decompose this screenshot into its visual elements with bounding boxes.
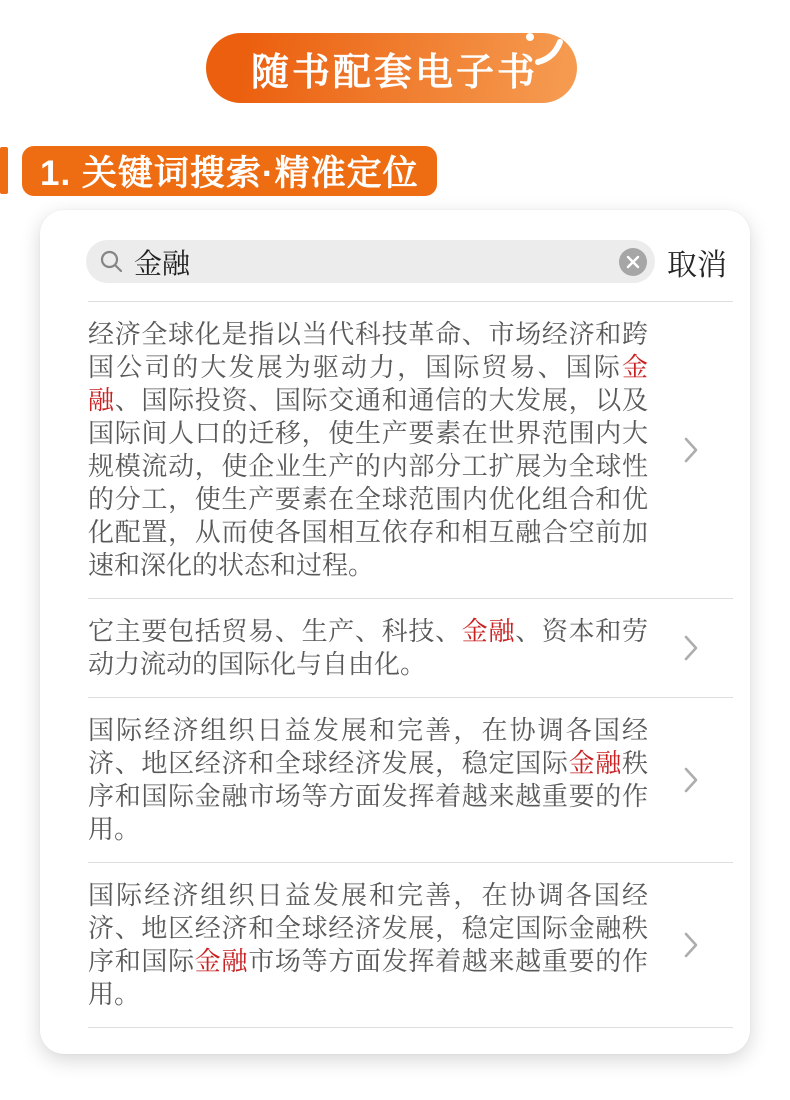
section-heading-label: 1. 关键词搜索·精准定位 [40, 154, 419, 193]
ebook-promo-badge [206, 33, 577, 103]
result-snippet [88, 714, 648, 846]
snippet-text: 市场等方面发挥着越来越重要的作用。 [88, 946, 648, 1009]
search-result-item[interactable] [40, 599, 750, 697]
snippet-text: 经济全球化是指以当代科技革命、市场经济和跨国公司的大发展为驱动力，国际贸易、国际 [88, 319, 648, 382]
chevron-wrap [648, 435, 733, 465]
result-snippet [88, 615, 648, 681]
chevron-wrap [648, 633, 733, 663]
snippet-text: 它主要包括贸易、生产、科技、 [88, 616, 462, 646]
search-input[interactable] [86, 240, 655, 283]
search-result-item[interactable] [40, 863, 750, 1027]
search-query-text: 金融 [134, 247, 191, 279]
chevron-right-icon [681, 633, 701, 663]
heading-box [22, 146, 437, 196]
keyword-highlight: 金融 [88, 352, 648, 415]
keyword-highlight: 金融 [461, 616, 516, 646]
heading-accent-bar [0, 147, 8, 194]
result-snippet [88, 318, 648, 582]
chevron-right-icon [681, 765, 701, 795]
search-results-card [40, 210, 750, 1054]
sparkle-icon [523, 31, 569, 71]
chevron-wrap [648, 930, 733, 960]
chevron-wrap [648, 765, 733, 795]
badge-label: 随书配套电子书 [250, 51, 538, 94]
cancel-button[interactable]: 取消 [667, 240, 727, 284]
search-result-item[interactable] [40, 302, 750, 598]
snippet-text: 、资本和劳动力流动的国际化与自由化。 [88, 616, 648, 679]
search-bar-row [86, 240, 727, 283]
divider [88, 1027, 733, 1028]
section-heading [0, 146, 437, 196]
snippet-text: 国际经济组织日益发展和完善，在协调各国经济、地区经济和全球经济发展，稳定国际金融秩序和国际 [88, 880, 648, 976]
search-result-item[interactable] [40, 698, 750, 862]
search-results-list [40, 302, 750, 1028]
chevron-right-icon [681, 930, 701, 960]
snippet-text: 秩序和国际金融市场等方面发挥着越来越重要的作用。 [88, 748, 648, 844]
snippet-text: 国际经济组织日益发展和完善，在协调各国经济、地区经济和全球经济发展，稳定国际 [88, 715, 648, 778]
snippet-text: 、国际投资、国际交通和通信的大发展，以及国际间人口的迁移，使生产要素在世界范围内大规模流动，使企业生产的内部分工扩展为全球性的分工，使生产要素在全球范围内优化组合和优化配置，从而使各国相互依存和相互融合空前加速和深化的状态和过程。 [88, 385, 648, 580]
result-snippet [88, 879, 648, 1011]
clear-search-button[interactable] [619, 248, 647, 276]
chevron-right-icon [681, 435, 701, 465]
circle-x-icon [626, 255, 640, 269]
keyword-highlight: 金融 [194, 946, 249, 976]
magnifier-icon [99, 249, 125, 275]
keyword-highlight: 金融 [568, 748, 622, 778]
